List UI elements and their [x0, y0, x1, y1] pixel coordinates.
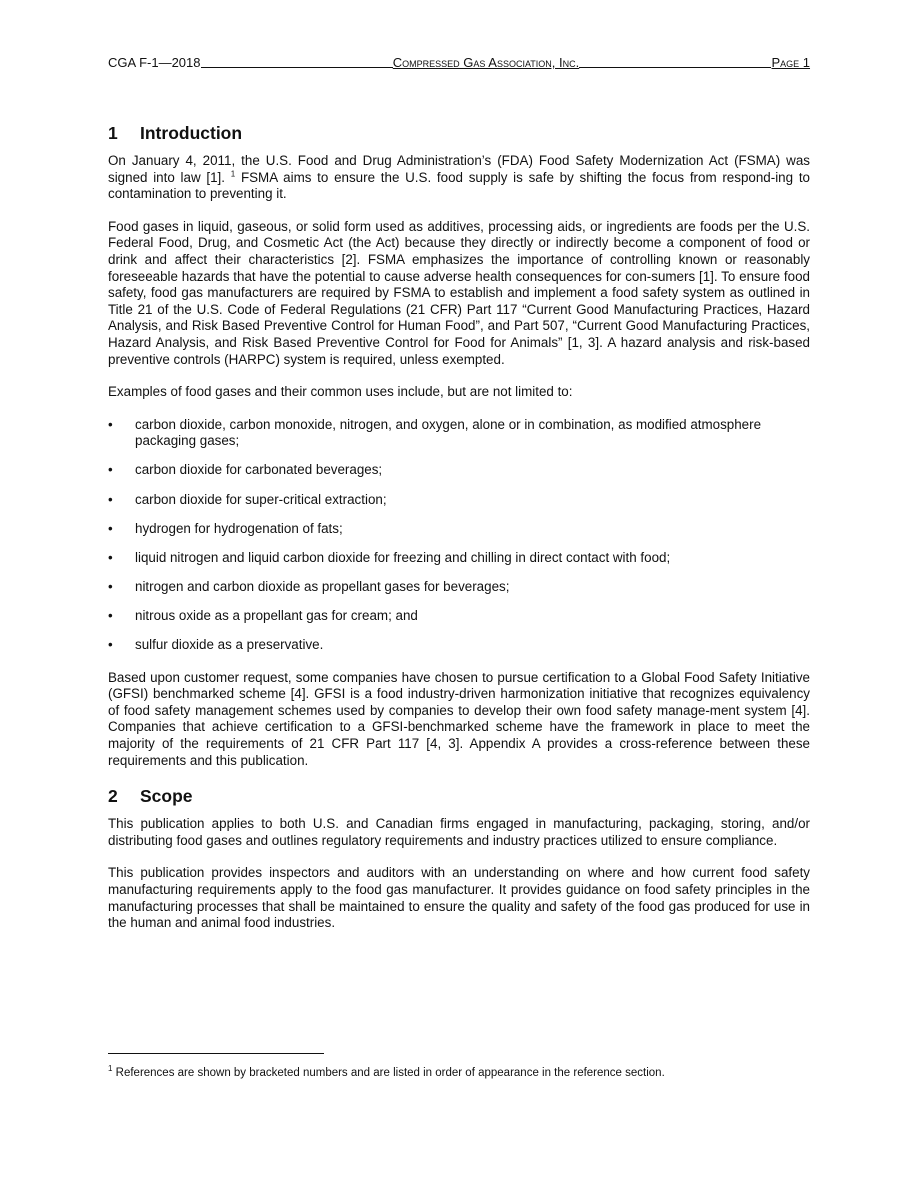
header-rule	[201, 66, 393, 68]
list-item-text: sulfur dioxide as a preservative.	[135, 636, 324, 652]
publisher-name: Compressed Gas Association, Inc.	[392, 55, 580, 70]
paragraph	[108, 153, 810, 203]
bullet-icon: •	[108, 578, 113, 594]
list-item	[108, 417, 810, 450]
section-number: 1	[108, 123, 118, 143]
list-item	[108, 608, 810, 625]
main-content	[108, 122, 810, 932]
section-heading-scope	[108, 785, 810, 807]
header-rule	[579, 66, 771, 68]
list-item-text: nitrous oxide as a propellant gas for cream; and	[135, 607, 418, 623]
paragraph: This publication applies to both U.S. and Canadian firms engaged in manufacturing, packaging, storing, and/or distributing food gases and outlines regulatory requirements and industry practices utilized to ensure compliance.	[108, 816, 810, 848]
section-title: Scope	[140, 786, 193, 807]
list-item-text: carbon dioxide, carbon monoxide, nitrogen, and oxygen, alone or in combination, as modified atmosphere packaging gases;	[135, 416, 762, 449]
bullet-icon: •	[108, 520, 113, 536]
list-item-text: carbon dioxide for super-critical extraction;	[135, 491, 387, 507]
list-item	[108, 521, 810, 538]
footnote	[108, 1066, 810, 1080]
list-item-text: liquid nitrogen and liquid carbon dioxide for freezing and chilling in direct contact with food;	[135, 549, 671, 565]
list-item	[108, 492, 810, 509]
document-id: CGA F-1—2018	[108, 55, 201, 70]
paragraph-text: On January 4, 2011, the U.S. Food and Drug Administration’s (FDA) Food Safety Modernization Act (FSMA) was signed into law [1].	[108, 153, 810, 185]
paragraph-text: FSMA aims to ensure the U.S. food supply is safe by shifting the focus from respond-ing to contamination to preventing it.	[108, 169, 810, 202]
bullet-icon: •	[108, 607, 113, 623]
paragraph: Based upon customer request, some companies have chosen to pursue certification to a Global Food Safety Initiative (GFSI) benchmarked scheme [4]. GFSI is a food industry-driven harmonization initiative that recognizes equivalency of food safety management schemes used by companies to develop their own food safety manage-ment system [4]. Companies that achieve certification to a GFSI-benchmarked scheme have the framework in place to meet the majority of the requirements of 21 CFR Part 117 [4, 3]. Appendix A provides a cross-reference between these requirements and this publication.	[108, 669, 810, 768]
bullet-icon: •	[108, 462, 113, 478]
page-header	[108, 55, 810, 70]
list-item-text: carbon dioxide for carbonated beverages;	[135, 462, 383, 478]
page-number: Page 1	[771, 55, 811, 70]
bullet-icon: •	[108, 416, 113, 432]
bullet-icon: •	[108, 549, 113, 565]
bullet-icon: •	[108, 491, 113, 507]
paragraph: This publication provides inspectors and auditors with an understanding on where and how current food safety manufacturing requirements apply to the food gas manufacturer. It provides guidance on food safety principles in the manufacturing processes that shall be maintained to ensure the quality and safety of the food gas produced for use in the human and animal food industries.	[108, 865, 810, 931]
section-title: Introduction	[140, 123, 243, 143]
section-heading-introduction	[108, 122, 810, 144]
bullet-icon: •	[108, 636, 113, 652]
footnote-marker: 1	[230, 169, 236, 179]
paragraph: Examples of food gases and their common uses include, but are not limited to:	[108, 384, 573, 400]
footnote-divider	[108, 1053, 324, 1054]
list-item-text: hydrogen for hydrogenation of fats;	[135, 520, 343, 536]
list-item	[108, 637, 810, 654]
list-item-text: nitrogen and carbon dioxide as propellant gases for beverages;	[135, 578, 510, 594]
list-item	[108, 550, 810, 567]
footnote-text: References are shown by bracketed numbers and are listed in order of appearance in the reference section.	[112, 1067, 665, 1079]
section-number: 2	[108, 786, 118, 807]
list-item	[108, 579, 810, 596]
footnote-marker: 1	[108, 1064, 113, 1074]
paragraph: Food gases in liquid, gaseous, or solid form used as additives, processing aids, or ingredients are foods per the U.S. Federal Food, Drug, and Cosmetic Act (the Act) because they directly or indirectly become a component of food or drink and affect their characteristics [2]. FSMA emphasizes the importance of controlling known or reasonably foreseeable hazards that have the potential to cause adverse health consequences for con-sumers [1]. To ensure food safety, food gas manufacturers are required by FSMA to establish and implement a food safety system as outlined in Title 21 of the U.S. Code of Federal Regulations (21 CFR) Part 117 “Current Good Manufacturing Practices, Hazard Analysis, and Risk Based Preventive Control for Human Food”, and Part 507, “Current Good Manufacturing Practices, Hazard Analysis, and Risk Based Preventive Control for Food for Animals” [1, 3]. A hazard analysis and risk-based preventive controls (HARPC) system is required, unless exempted.	[108, 218, 810, 367]
list-item	[108, 462, 810, 479]
food-gas-list	[108, 417, 810, 654]
